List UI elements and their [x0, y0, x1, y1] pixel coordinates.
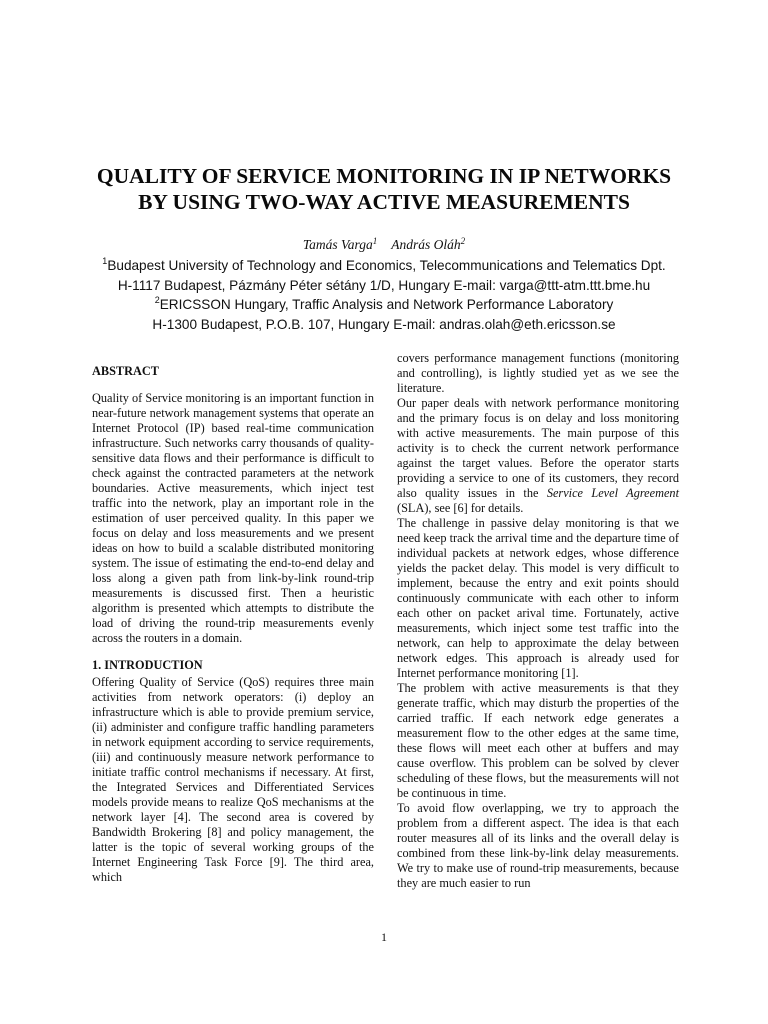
introduction-heading: 1. INTRODUCTION	[92, 658, 203, 672]
affiliation-text: H-1300 Budapest, P.O.B. 107, Hungary E-mail: andras.olah@eth.ericsson.se	[152, 316, 616, 332]
body-paragraph: covers performance management functions (monitoring and controlling), is lightly studied yet as we see the literature.	[397, 351, 679, 395]
page-number: 1	[381, 930, 387, 944]
affiliation-text: H-1117 Budapest, Pázmány Péter sétány 1/D, Hungary E-mail: varga@ttt-atm.ttt.bme.hu	[117, 277, 651, 293]
paper-title	[40, 163, 728, 215]
abstract-heading: ABSTRACT	[92, 364, 159, 378]
affiliations	[0, 256, 768, 334]
sla-term: Service Level Agreement	[546, 486, 679, 500]
body-text: (SLA), see [6] for details.	[397, 501, 524, 515]
affiliation-line	[0, 295, 768, 315]
body-paragraph: The challenge in passive delay monitoring is that we need keep track the arrival time and the departure time of individual packets at network edges, whose difference yields the packet delay. This model is very difficult to implement, because the entry and exit points should continuously communicate with each other to inform each other on packet arival time. Fortunately, active measurements, which inject some test traffic into the network, can help to approximate the delay between network edges. This approach is already used for Internet performance monitoring [1].	[397, 516, 680, 680]
abstract-text: Quality of Service monitoring is an important function in near-future network management systems that operate an Internet Protocol (IP) based real-time communication infrastructure. Such networks carry thousands of quality-sensitive data flows and their performance is difficult to check against the contracted parameters at the network boundaries. Active measurements, which inject test traffic into the network, play an important role in the estimation of user perceived quality. In this paper we focus on delay and loss measurements and we present ideas on how to build a scalable distributed monitoring system. The issue of estimating the end-to-end delay and loss along a given path from link-by-link round-trip measurements is discussed first. Then a heuristic algorithm is presented which attempts to distribute the load of driving the round-trip measurements evenly across the routers in a domain.	[92, 391, 374, 645]
author-affiliation-mark: 1	[372, 236, 378, 246]
body-paragraph: To avoid flow overlapping, we try to approach the problem from a different aspect. The idea is that each router measures all of its links and the overall delay is combined from these link-by-link delay measurements. We try to make use of round-trip measurements, because they are much easier to run	[397, 801, 679, 890]
body-paragraph	[397, 396, 679, 516]
affiliation-text: ERICSSON Hungary, Traffic Analysis and Network Performance Laboratory	[159, 297, 614, 312]
introduction-text: Offering Quality of Service (QoS) requires three main activities from network operators: (i) deploy an infrastructure which is able to provide premium service, (ii) administer and configure traffic handling parameters in network equipment according to service requirements, (iii) and continuously measure network performance to initiate traffic control mechanisms if necessary. At first, the Integrated Services and Differentiated Services models provide means to realize QoS mechanisms at the network layer [4]. The second area is covered by Bandwidth Brokering [8] and policy management, the latter is the topic of several working groups of the Internet Engineering Task Force [9]. The third area, which	[92, 675, 374, 884]
right-column	[397, 351, 679, 891]
affiliation-line	[0, 256, 768, 276]
title-line-2: BY USING TWO-WAY ACTIVE MEASUREMENTS	[138, 190, 630, 214]
affiliation-line	[0, 315, 768, 335]
author-list	[0, 236, 768, 254]
author-name: Tamás Varga	[302, 237, 373, 252]
affiliation-text: Budapest University of Technology and Economics, Telecommunications and Telematics Dpt.	[107, 258, 666, 273]
author-affiliation-mark: 2	[460, 236, 466, 246]
author-name: András Oláh	[391, 237, 461, 252]
affiliation-mark: 1	[102, 256, 108, 266]
left-column	[92, 351, 374, 885]
body-text: Our paper deals with network performance monitoring and the primary focus is on delay and loss monitoring with active measurements. The main purpose of this activity is to check the current network performance against the target values. Before the operator starts providing a service to one of its customers, they record also quality issues in the	[397, 396, 679, 500]
body-paragraph: The problem with active measurements is that they generate traffic, which may disturb the properties of the carried traffic. If each network edge generates a measurement flow to the other edges at the same time, these flows will meet each other at buffers and may cause overflow. This problem can be solved by clever scheduling of these flows, but the measurements will not be continuous in time.	[397, 681, 679, 800]
affiliation-line	[0, 276, 768, 296]
affiliation-mark: 2	[154, 295, 160, 305]
title-line-1: QUALITY OF SERVICE MONITORING IN IP NETWORKS	[96, 164, 672, 188]
